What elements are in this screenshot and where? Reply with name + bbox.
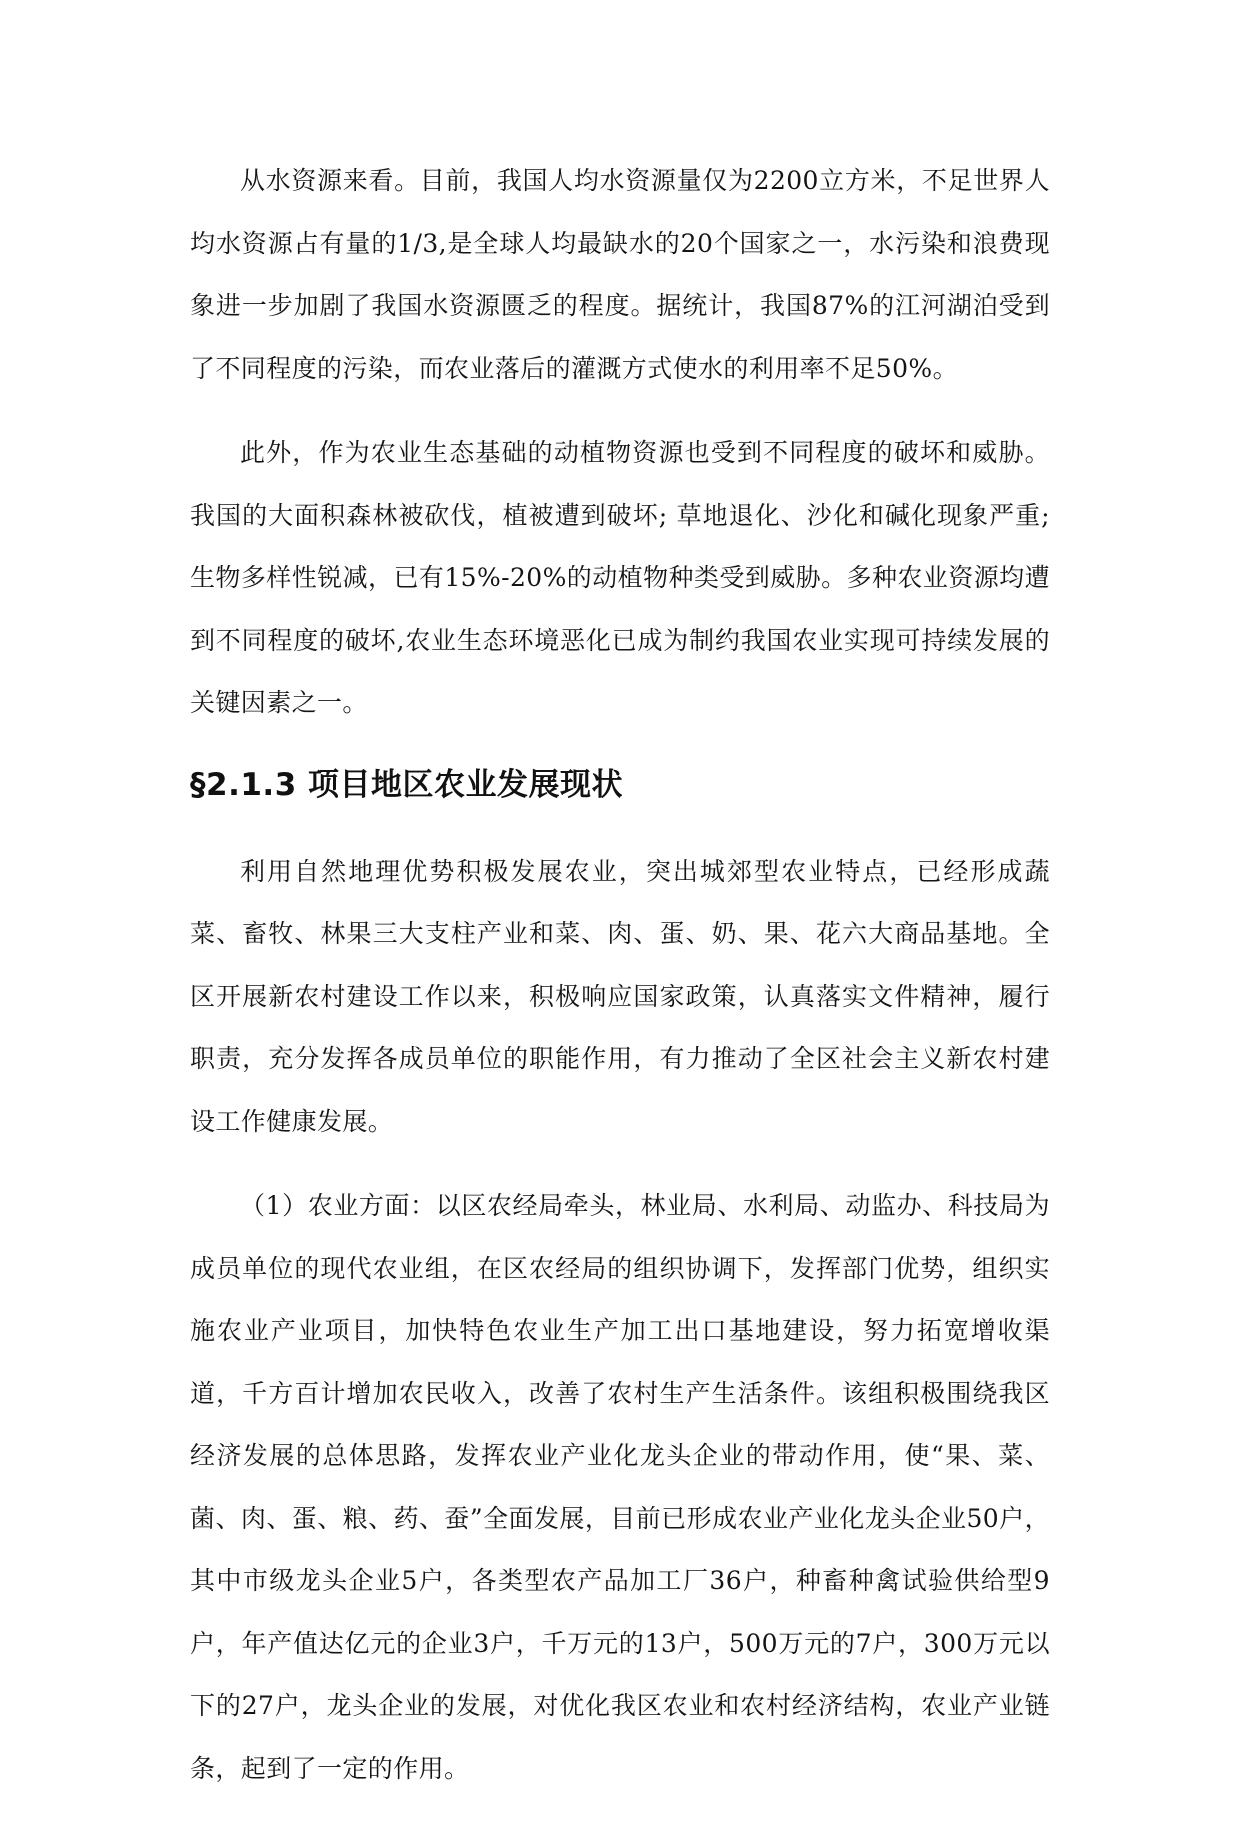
section-heading: §2.1.3 项目地区农业发展现状 xyxy=(190,766,624,803)
paragraph-biological-resources: 此外，作为农业生态基础的动植物资源也受到不同程度的破坏和威胁。我国的大面积森林被砍伐，植被遭到破坏; 草地退化、沙化和碱化现象严重; 生物多样性锐减，已有15%-20%的动植物种类受到威胁。多种农业资源均遭到不同程度的破坏,农业生态环境恶化已成为制约我国农业实现可持续发展的关键因素之一。 xyxy=(190,438,1050,717)
paragraph-agriculture-aspect: （1）农业方面：以区农经局牵头，林业局、水利局、动监办、科技局为成员单位的现代农业组，在区农经局的组织协调下，发挥部门优势，组织实施农业产业项目，加快特色农业生产加工出口基地建设，努力拓宽增收渠道，千方百计增加农民收入，改善了农村生产生活条件。该组积极围绕我区经济发展的总体思路，发挥农业产业化龙头企业的带动作用，使“果、菜、菌、肉、蛋、粮、药、蚕”全面发展，目前已形成农业产业化龙头企业50户，其中市级龙头企业5户，各类型农产品加工厂36户，种畜种禽试验供给型9户，年产值达亿元的企业3户，千万元的13户，500万元的7户，300万元以下的27户，龙头企业的发展，对优化我区农业和农村经济结构，农业产业链条，起到了一定的作用。 xyxy=(190,1191,1050,1783)
paragraph-regional-agriculture: 利用自然地理优势积极发展农业，突出城郊型农业特点，已经形成蔬菜、畜牧、林果三大支柱产业和菜、肉、蛋、奶、果、花六大商品基地。全区开展新农村建设工作以来，积极响应国家政策，认真落实文件精神，履行职责，充分发挥各成员单位的职能作用，有力推动了全区社会主义新农村建设工作健康发展。 xyxy=(190,856,1050,1136)
document-body xyxy=(190,150,1050,1822)
paragraph-water-resources: 从水资源来看。目前，我国人均水资源量仅为2200立方米，不足世界人均水资源占有量的1/3,是全球人均最缺水的20个国家之一，水污染和浪费现象进一步加剧了我国水资源匮乏的程度。据统计，我国87%的江河湖泊受到了不同程度的污染，而农业落后的灌溉方式使水的利用率不足50%。 xyxy=(190,166,1050,383)
